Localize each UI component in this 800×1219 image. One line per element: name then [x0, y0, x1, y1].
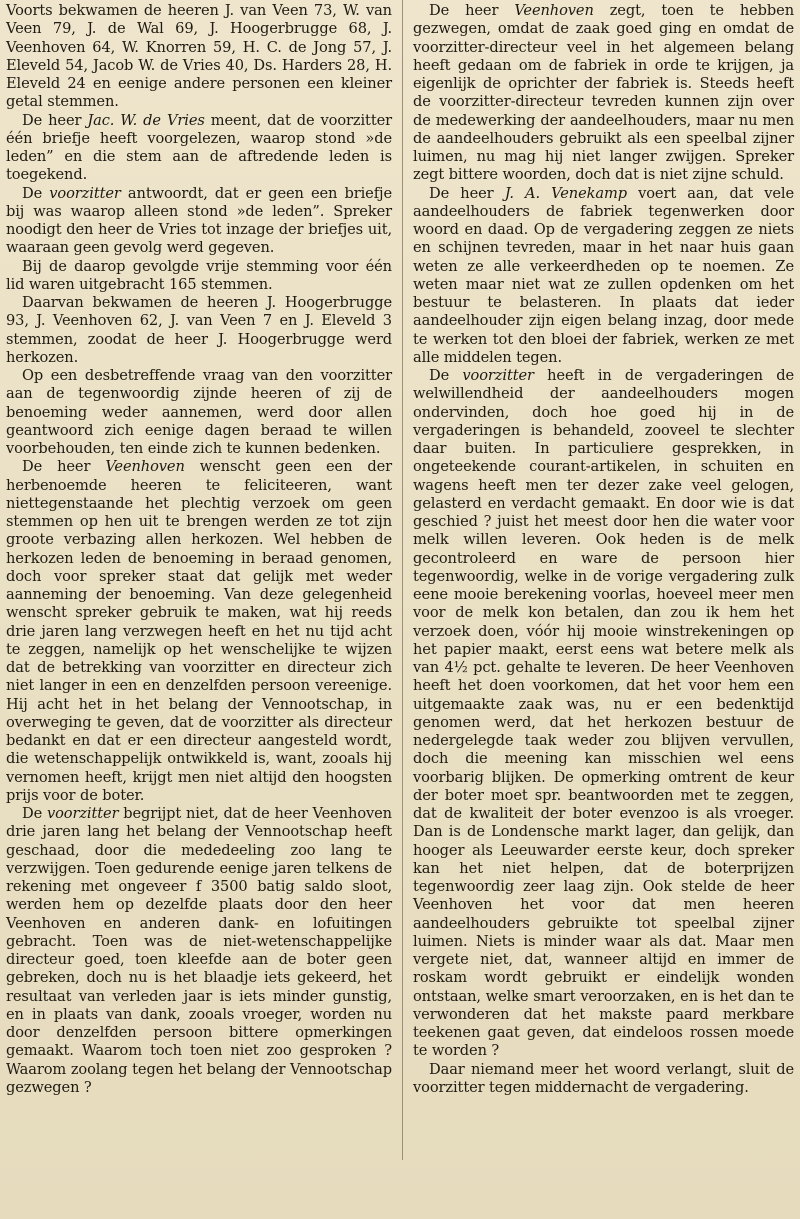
paragraph-text: De heer: [429, 2, 515, 19]
paragraph: [413, 2, 794, 185]
paragraph-text: voert aan, dat vele aandeelhouders de fabriek tegenwerken door woord en daad. Op de vergadering zeggen ze niets en schijnen tevreden, maar in het naar huis gaan weten ze alle verkeerdheden op te noemen. Ze weten maar niet wat ze zullen opdenken om het bestuur te belasteren. In plaats dat ieder aandeelhouder zijn eigen belang inzag, door mede te werken tot den bloei der fabriek, werken ze met alle middelen tegen.: [413, 184, 794, 366]
paragraph-text: De heer: [22, 111, 88, 129]
paragraph: [6, 258, 392, 295]
paragraph-text: De: [22, 805, 47, 822]
paragraph-text: wenscht geen een der herbenoemde heeren te feliciteeren, want niettegenstaande het plechtig verzoek om geen stemmen op hen uit te brengen werden ze tot zijn groote verbazing allen herkozen. Wel hebben de herkozen leden de benoeming in beraad genomen, doch voor spreker staat dat gelijk met weder aanneming der benoeming. Van deze gelegenheid wenscht spreker gebruik te maken, wat hij reeds drie jaren lang verzwegen heeft en het nu tijd acht te zeggen, namelijk op het wenschelijke te wijzen dat de betrekking van voorzitter en directeur zich niet langer in een en denzelfden persoon vereenige. Hij acht het in het belang der Vennootschap, in overweging te geven, dat de voorzitter als directeur bedankt en dat er een directeur aangesteld wordt, die wetenschappelijk ontwikkeld is, want, zooals hij vernomen heeft, krijgt men niet altijd den hoogsten prijs voor de boter.: [6, 458, 392, 804]
paragraph-text: De: [429, 367, 463, 384]
paragraph: [6, 112, 392, 185]
paragraph: [6, 185, 392, 258]
paragraph: [413, 367, 794, 1061]
paragraph-text: De heer: [429, 184, 505, 202]
paragraph-text: Daar niemand meer het woord verlangt, sluit de voorzitter tegen middernacht de vergadering.: [413, 1060, 794, 1096]
paragraph-text: Daarvan bekwamen de heeren J. Hoogerbrugge 93, J. Veenhoven 62, J. van Veen 7 en J. Eleveld 3 stemmen, zoodat de heer J. Hoogerbrugge werd herkozen.: [6, 294, 392, 366]
paragraph: [6, 294, 392, 367]
speaker-name: Veenhoven: [105, 458, 185, 476]
column-divider: [402, 0, 403, 1160]
speaker-name: voorzitter: [49, 184, 121, 202]
paragraph-text: zegt, toen te hebben gezwegen, omdat de zaak goed ging en omdat de voorzitter-directeur veel in het algemeen belang heeft gedaan om de fabriek in orde te krijgen, ja eigenlijk de oprichter der fabriek is. Steeds heeft de voorzitter-directeur tevreden kunnen zijn over de medewerking der aandeelhouders, maar nu men de aandeelhouders gebruikt als een speelbal zijner luimen, nu mag hij niet langer zwijgen. Spreker zegt bittere woorden, doch dat is niet zijne schuld.: [413, 2, 794, 184]
paragraph-text: antwoordt, dat er geen een briefje bij was waarop alleen stond »de leden”. Spreker noodigt den heer de Vries tot inzage der briefjes uit, waaraan geen gevolg werd gegeven.: [6, 184, 392, 257]
paragraph: [6, 2, 392, 112]
paragraph: [6, 805, 392, 1097]
paragraph-text: meent, dat de voorzitter één briefje heeft voorgelezen, waarop stond »de leden” en die stem aan de aftredende leden is toegekend.: [6, 111, 392, 184]
paragraph: [413, 1061, 794, 1098]
speaker-name: Jac. W. de Vries: [87, 111, 205, 129]
speaker-name: Veenhoven: [514, 2, 594, 19]
paragraph-text: begrijpt niet, dat de heer Veenhoven drie jaren lang het belang der Vennootschap heeft geschaad, door die mededeeling zoo lang te verzwijgen. Toen gedurende eenige jaren telkens de rekening met ongeveer f 3500 batig saldo sloot, werden hem op dezelfde plaats door den heer Veenhoven en anderen dank- en lofuitingen gebracht. Toen was de niet-wetenschappelijke directeur goed, toen kleefde aan de boter geen gebreken, doch nu is het blaadje iets gekeerd, het resultaat van verleden jaar is iets minder gunstig, en in plaats van dank, zooals vroeger, worden nu door denzelfden persoon bittere opmerkingen gemaakt. Waarom toch toen niet zoo gesproken ? Waarom zoolang tegen het belang der Vennootschap gezwegen ?: [6, 805, 392, 1096]
right-column: [413, 2, 794, 1097]
paragraph-text: De: [22, 184, 50, 202]
paragraph-text: Voorts bekwamen de heeren J. van Veen 73, W. van Veen 79, J. de Wal 69, J. Hoogerbrugge 68, J. Veenhoven 64, W. Knorren 59, H. C. de Jong 57, J. Eleveld 54, Jacob W. de Vries 40, Ds. Harders 28, H. Eleveld 24 en eenige andere personen een kleiner getal stemmen.: [6, 2, 392, 111]
paragraph: [6, 458, 392, 805]
paragraph: [6, 367, 392, 458]
speaker-name: J. A. Venekamp: [504, 184, 627, 202]
paragraph: [413, 185, 794, 368]
paragraph-text: Bij de daarop gevolgde vrije stemming voor één lid waren uitgebracht 165 stemmen.: [6, 257, 392, 293]
left-column: [6, 2, 392, 1097]
paragraph-text: De heer: [22, 458, 106, 476]
speaker-name: voorzitter: [46, 805, 119, 822]
paragraph-text: Op een desbetreffende vraag van den voorzitter aan de tegenwoordig zijnde heeren of zij de benoeming weder aannemen, werd door allen geantwoord zich eenige dagen beraad te willen voorbehouden, ten einde zich te kunnen bedenken.: [6, 367, 392, 457]
paragraph-text: heeft in de vergaderingen de welwillendheid der aandeelhouders mogen ondervinden, doch hoe goed hij in de vergaderingen is behandeld, zooveel te slechter daar buiten. In particuliere gesprekken, in ongeteekende courant-artikelen, in schuiten en wagens heeft men ter dezer zake veel gelogen, gelasterd en verdacht gemaakt. En door wie is dat geschied ? juist het meest door hen die water voor melk willen leveren. Ook heden is de melk gecontroleerd en ware de persoon hier tegenwoordig, welke in de vorige vergadering zulk eene mooie berekening voorlas, hoeveel meer men voor de melk kon betalen, dan zou ik hem het verzoek doen, vóór hij mooie winstrekeningen op het papier maakt, eerst eens wat betere melk als van 4½ pct. gehalte te leveren. De heer Veenhoven heeft het doen voorkomen, dat het voor hem een uitgemaakte zaak was, nu er een bedenktijd genomen werd, dat het herkozen bestuur de nedergelegde taak weder zou blijven vervullen, doch die meening kan misschien wel eens voorbarig blijken. De opmerking omtrent de keur der boter moet spr. beantwoorden met te zeggen, dat de kwaliteit der boter evenzoo is als vroeger. Dan is de Londensche markt lager, dan gelijk, dan hooger als Leeuwarder eerste keur, doch spreker kan het niet helpen, dat de boterprijzen tegenwoordig zeer laag zijn. Ook stelde de heer Veenhoven het voor dat men heeren aandeelhouders gebruikte tot speelbal zijner luimen. Niets is minder waar als dat. Maar men vergete niet, dat, wanneer altijd en immer de roskam wordt gebruikt er eindelijk wonden ontstaan, welke smart veroorzaken, en is het dan te verwonderen dat het makste paard merkbare teekenen gaat geven, dat eindeloos rossen moede te worden ?: [413, 367, 794, 1060]
speaker-name: voorzitter: [462, 367, 534, 384]
